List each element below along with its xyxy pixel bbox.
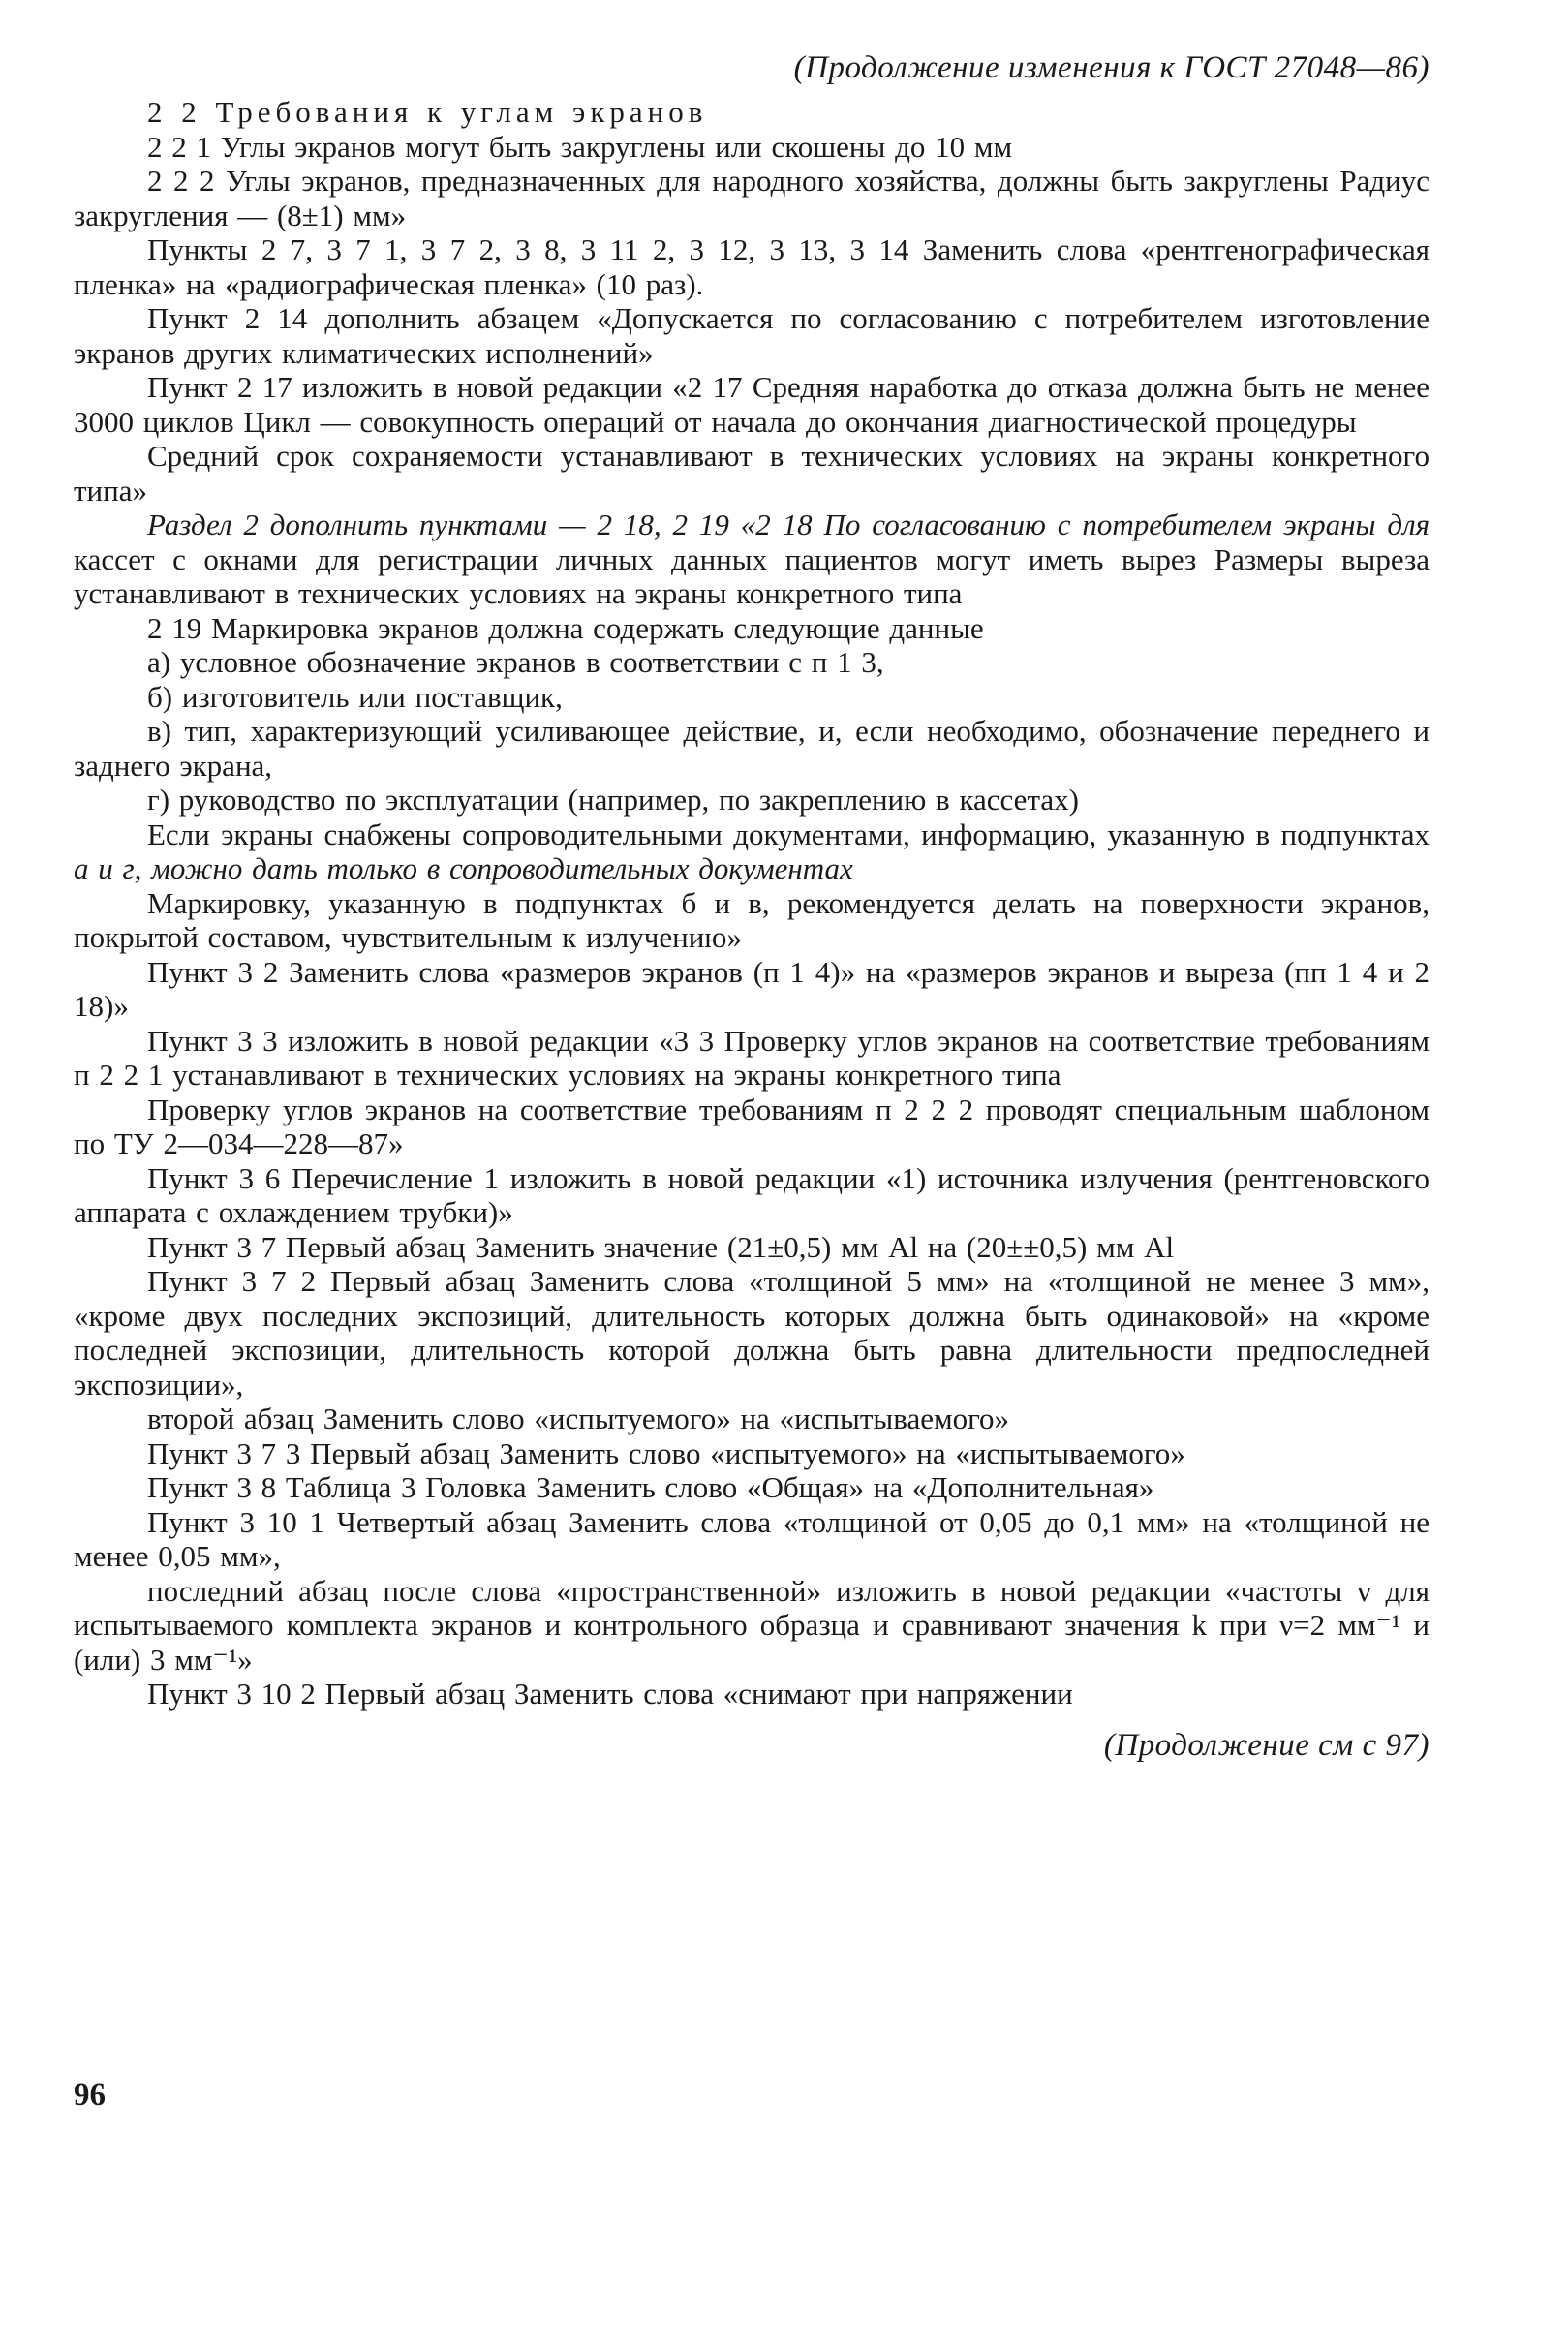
paragraph-punkt-3-7: Пункт 3 7 Первый абзац Заменить значение (21±0,5) мм Al на (20±±0,5) мм Al	[147, 1229, 1175, 1264]
paragraph-punkt-3-10-1: Пункт 3 10 1 Четвертый абзац Заменить слова «толщиной от 0,05 до 0,1 мм» на «толщиной не менее 0,05 мм»,	[74, 1504, 1430, 1573]
paragraph-2-2-1: 2 2 1 Углы экранов могут быть закруглены или скошены до 10 мм	[147, 129, 1013, 164]
paragraph-punkt-3-7-2: Пункт 3 7 2 Первый абзац Заменить слова «толщиной 5 мм» на «толщиной не менее 3 мм», «кроме двух последних экспозиций, длительность которых должна быть одинаковой» на «кроме последней экспозиции, длительность которой должна быть равна длительности предпоследней экспозиции»,	[74, 1264, 1430, 1402]
paragraph-punkt-3-8: Пункт 3 8 Таблица 3 Головка Заменить слово «Общая» на «Дополнительная»	[147, 1470, 1154, 1504]
list-item-g: г) руководство по эксплуатации (например, по закреплению в кассетах)	[147, 783, 1079, 817]
paragraph-razdel-2-rest: кассет с окнами для регистрации личных данных пациентов могут иметь вырез Размеры выреза устанавливают в технических условиях на экраны конкретного типа	[74, 541, 1430, 610]
paragraph-soprovoditelnye-italic: а и г, можно дать только в сопроводительных документах	[74, 851, 853, 885]
page-number: 96	[74, 2078, 106, 2112]
document-page	[74, 48, 1430, 1766]
paragraph-sredniy-srok: Средний срок сохраняемости устанавливают в технических условиях на экраны конкретного типа»	[74, 439, 1430, 508]
list-item-a: а) условное обозначение экранов в соответствии с п 1 3,	[147, 645, 884, 679]
paragraph-punkt-3-2: Пункт 3 2 Заменить слова «размеров экранов (п 1 4)» на «размеров экранов и выреза (пп 1 4 и 2 18)»	[74, 954, 1430, 1023]
paragraph-soprovoditelnye-a: Если экраны снабжены сопроводительными документами, информацию, указанную в подпунктах	[147, 817, 1430, 851]
continuation-header: (Продолжение изменения к ГОСТ 27048—86)	[793, 50, 1430, 85]
paragraph-vtoroy-abzats: второй абзац Заменить слово «испытуемого» на «испытываемого»	[147, 1402, 1010, 1435]
paragraph-punkt-2-14: Пункт 2 14 дополнить абзацем «Допускается по согласованию с потребителем изготовление экранов других климатических исполнений»	[74, 301, 1430, 370]
paragraph-posledniy-abzats: последний абзац после слова «пространственной» изложить в новой редакции «частоты ν для испытываемого комплекта экранов и контрольного образца и сравнивают значения k при ν=2 мм⁻¹ и (или) 3 мм⁻¹»	[74, 1573, 1430, 1677]
paragraph-punkt-3-3: Пункт 3 3 изложить в новой редакции «3 3 Проверку углов экранов на соответствие требованиям п 2 2 1 устанавливают в технических условиях на экраны конкретного типа	[74, 1023, 1430, 1092]
paragraph-punkt-3-7-3: Пункт 3 7 3 Первый абзац Заменить слово «испытуемого» на «испытываемого»	[147, 1435, 1185, 1470]
list-item-v: в) тип, характеризующий усиливающее действие, и, если необходимо, обозначение переднего и заднего экрана,	[74, 714, 1430, 783]
continuation-footer: (Продолжение см с 97)	[1103, 1727, 1430, 1763]
paragraph-2-2: 2 2 Требования к углам экранов	[147, 95, 708, 129]
paragraph-markirovka: Маркировку, указанную в подпунктах б и в, рекомендуется делать на поверхности экранов, покрытой составом, чувствительным к излучению»	[74, 885, 1430, 954]
paragraph-punkt-3-6: Пункт 3 6 Перечисление 1 изложить в новой редакции «1) источника излучения (рентгеновского аппарата с охлаждением трубки)»	[74, 1160, 1430, 1229]
paragraph-2-19: 2 19 Маркировка экранов должна содержать следующие данные	[147, 610, 984, 645]
list-item-b: б) изготовитель или поставщик,	[147, 679, 563, 714]
paragraph-razdel-2-italic: Раздел 2 дополнить пунктами — 2 18, 2 19 «2 18 По согласованию с потребителем экраны для	[147, 508, 1430, 541]
paragraph-razdel-2	[74, 508, 1430, 611]
paragraph-punkt-3-10-2: Пункт 3 10 2 Первый абзац Заменить слова «снимают при напряжении	[147, 1677, 1073, 1711]
paragraph-soprovoditelnye	[74, 817, 1430, 886]
paragraph-2-2-2: 2 2 2 Углы экранов, предназначенных для народного хозяйства, должны быть закруглены Радиус закругления — (8±1) мм»	[74, 164, 1430, 232]
paragraph-punkt-2-17: Пункт 2 17 изложить в новой редакции «2 17 Средняя наработка до отказа должна быть не менее 3000 циклов Цикл — совокупность операций от начала до окончания диагностической процедуры	[74, 370, 1430, 439]
paragraph-proverku-uglov: Проверку углов экранов на соответствие требованиям п 2 2 2 проводят специальным шаблоном по ТУ 2—034—228—87»	[74, 1092, 1430, 1160]
paragraph-punkty-2-7: Пункты 2 7, 3 7 1, 3 7 2, 3 8, 3 11 2, 3 12, 3 13, 3 14 Заменить слова «рентгенографическая пленка» на «радиографическая пленка» (10 раз).	[74, 232, 1430, 301]
